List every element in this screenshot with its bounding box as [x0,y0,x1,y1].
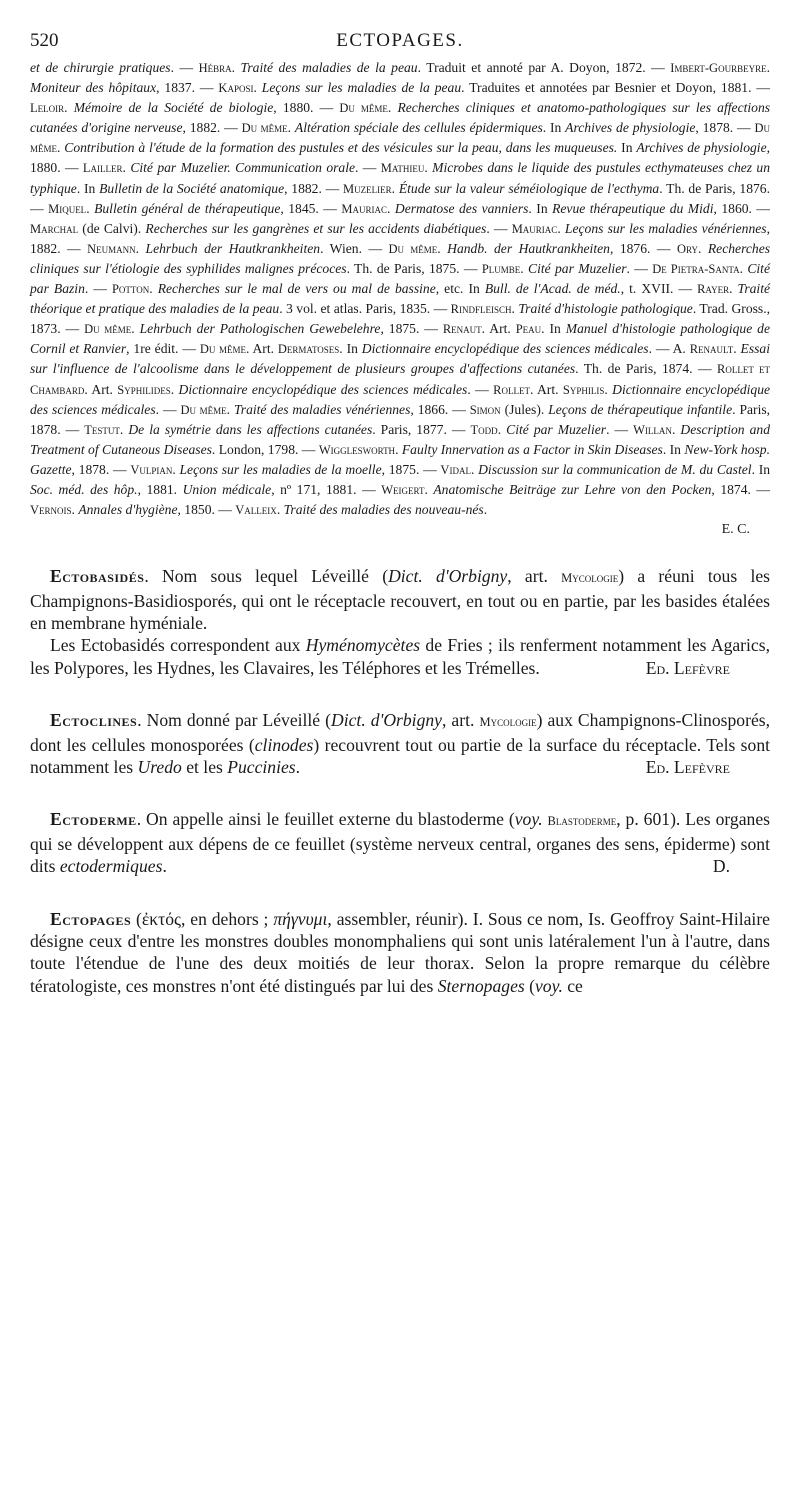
entry-author: Ed. Lefèvre [645,657,730,678]
text-run: In [617,140,637,156]
text-run: de Fries ; ils renferment notamment les Agarics, les Polypores, les Hydnes, les Clavaires, les Téléphores et les Trémelles. [30,635,770,678]
text-run: . In [542,120,566,136]
text-run: , art. [441,710,480,731]
italic-text: Leçons sur les maladies vénériennes [564,220,767,236]
small-caps-name: Mathieu [380,161,425,176]
italic-text: Dict. d'Orbigny [331,710,442,731]
text-run: . [424,481,434,497]
text-run: . Art. [245,341,278,357]
text-run: . [149,281,158,297]
text-run: . [698,240,708,256]
italic-text: Bulletin général de thérapeutique [94,200,281,216]
italic-text: Altération spéciale des cellules épidermiques [294,120,543,136]
text-run: , 1874. — [711,481,771,497]
italic-text: Dictionnaire encyclopédique des sciences médicales [361,341,649,357]
text-run: . [172,461,180,477]
italic-text: πήγνυμι [273,908,328,929]
small-caps-name: Miquel [48,201,87,216]
italic-text: Traité des maladies des nouveau-nés [283,502,484,518]
italic-text: Traité théorique et pratique des maladies de la peau [30,281,771,317]
text-run: . On appelle ainsi le feuillet externe du blastoderme ( [136,809,515,830]
text-run: . Paris, 1877. — [372,421,471,437]
small-caps-name: Leloir [30,101,65,116]
italic-text: Manuel d'histologie pathologique de Cornil et Ranvier [30,321,771,357]
text-run: . [226,401,234,417]
italic-text: De la symétrie dans les affections cutanées [128,421,373,437]
text-run: . — [355,160,381,176]
entry-ectoclines [30,709,770,778]
text-run: . [253,80,262,96]
text-run: . Traduit et annoté par A. Doyon, 1872. — [417,60,671,75]
text-run: , assembler, réunir). I. Sous ce nom, Is. Geoffroy Saint-Hilaire désigne ceux d'entre les monstres doubles monomphaliens qui sont unis latéralement l'un à l'autre, dans toute l'étendue de l'une des deux moitiés de leur thorax. Selon la propre remarque du célèbre tératologiste, ces monstres n'ont été distingués par lui des [30,908,770,996]
small-caps-name: Vidal [440,462,471,477]
text-run: . Art. [84,381,118,397]
text-run: . [131,321,140,337]
small-caps-name: Muzelier [343,181,392,196]
italic-text: Cité par Muzelier [528,260,627,276]
italic-text: Union médicale [182,481,272,497]
italic-text: Dictionnaire encyclopédique des sciences médicales [178,381,468,397]
small-caps-name: Vernois [30,503,72,518]
entry-ectopages [30,908,770,998]
small-caps-name: Simon [469,402,501,417]
entry-paragraph [30,709,770,778]
text-run: . [64,100,74,116]
italic-text: Cité par Bazin [30,260,770,297]
text-run: , 1850. — [177,502,236,518]
italic-text: Archives de physiologie [565,120,696,136]
text-run: ἐκτός [141,908,181,929]
text-run: , en dehors ; [180,908,274,929]
italic-text: Cité par Muzelier. Communication orale [130,160,356,176]
text-run: . [470,461,479,477]
small-caps-name: Imbert-Gourbeyre [670,61,767,75]
italic-text: Bull. de l'Acad. de méd. [484,281,621,297]
italic-text: Archives de physiologie [636,140,767,156]
text-run: . [729,281,738,297]
bibliography-signature: E. C. [721,522,750,538]
text-run: . [71,502,79,518]
text-run: . — [606,421,634,437]
italic-text: ectodermiques [59,856,163,877]
entry-paragraph [30,908,770,998]
text-run: ) a réuni tous les Champignons-Basidiosporés, qui ont le réceptacle recouvert, en tout ou en partie, par les basides étalées en membrane hyméniale. [30,566,770,633]
text-run: . [387,200,395,216]
small-caps-name: Syphilis [562,382,605,397]
text-run: . Wien. — [320,240,389,256]
small-caps-name: Testut [84,422,120,437]
headword: Ectopages [50,908,132,929]
small-caps-name: Hébra [198,61,232,75]
text-run: . [295,757,301,777]
text-run: . [733,341,741,357]
page-header [30,30,770,54]
italic-text: Description and Treatment of Cutaneous Diseases [30,421,770,457]
small-caps-name: Ory [676,241,698,256]
text-run: . — [467,381,494,397]
text-run: . [557,220,565,236]
text-run: . [766,60,770,75]
text-run: , 1837. — [156,80,219,96]
text-run: , t. XVII. — [620,281,698,297]
small-caps-name: Rindfleisch [450,302,512,317]
small-caps-name: Du même [84,322,132,337]
small-caps-name: Du même [241,121,288,136]
italic-text: Recherches cliniques et anatomo-pathologiques sur les affections cutanées d'origine nerveuse [30,100,771,136]
entry-author: Ed. Lefèvre [645,757,730,777]
text-run: , 1re édit. — [126,341,200,357]
small-caps-name: Mycologie [479,715,537,730]
text-run: ( [131,908,142,929]
small-caps-name: Kaposi [218,81,254,96]
text-run: , p. 601). Les organes qui se développent aux dépens de ce feuillet (système nerveux central, organes des sens, épiderme) sont dits [30,809,770,877]
small-caps-name: Du même [199,342,246,357]
small-caps-name: Du même [339,101,388,116]
text-run: . Nom sous lequel Léveillé ( [144,566,389,587]
italic-text: Lehrbuch der Pathologischen Gewebelehre [139,321,381,337]
italic-text: Lehrbuch der Hautkrankheiten [145,240,321,256]
small-caps-name: Mauriac [511,221,558,236]
text-run: , 1881. [137,481,183,497]
text-run: . — [626,260,653,276]
italic-text: Recherches sur les gangrènes et sur les accidents diabétiques [145,220,487,236]
text-run: et les [181,757,228,777]
small-caps-name: Marchal [30,221,79,236]
text-run: . — [155,401,181,417]
text-run: , 1876. — [609,240,677,256]
italic-text: et de chirurgie pratiques [30,60,171,75]
text-run: . In [662,441,685,457]
text-run: , 1845. — [280,200,342,216]
text-run: . — [486,220,512,236]
text-run: , 1875. — [381,461,441,477]
small-caps-name: Syphilides [117,382,171,397]
italic-text: Hyménomycètes [305,635,421,656]
entry-ectobasides [30,565,770,679]
small-caps-name: Renault [689,342,734,357]
page [30,30,770,997]
text-run: . [604,381,613,397]
text-run: ( [524,975,535,996]
text-run: . Art. [481,321,516,337]
small-caps-name: Valleix [235,503,277,518]
small-caps-name: Rayer [697,282,730,297]
text-run: ) aux Champignons-Clinosporés, dont les cellules monosporées ( [30,710,770,755]
italic-text: Dict. d'Orbigny [388,566,508,587]
italic-text: New-York hosp. Gazette [30,441,770,477]
italic-text: Microbes dans le liquide des pustules ecthymateuses chez un typhique [30,160,771,196]
text-run: . Th. de Paris, 1875. — [346,260,482,276]
text-run: Les Ectobasidés correspondent aux [50,635,306,656]
italic-text: Traité des maladies de la peau [240,60,418,75]
italic-text: Leçons sur les maladies de la moelle [179,461,382,477]
text-run: . In [528,200,553,216]
text-run: . [391,180,399,196]
text-run: . Nom donné par Léveillé ( [137,710,332,731]
text-run: , 1882. — [30,220,770,256]
small-caps-name: Lailler [82,161,123,176]
small-caps-name: Du même [180,402,227,417]
text-run: . In [751,461,771,477]
italic-text: Faulty Innervation as a Factor in Skin Diseases [401,441,663,457]
text-run: , etc. In [435,281,485,297]
small-caps-name: Weigert [381,482,425,497]
text-run: , 1878. — [71,461,131,477]
text-run: . [57,140,65,156]
small-caps-name: De Pietra-Santa [652,261,740,276]
small-caps-name: Peau [515,322,542,337]
italic-text: Dermatose des vanniers [394,200,529,216]
text-run: , 1880. — [30,140,771,176]
text-run: , 1882. — [182,120,242,136]
small-caps-name: Vulpian [130,462,173,477]
text-run: ) recouvrent tout ou partie de la surface du réceptacle. Tels sont notamment les [30,734,770,777]
small-caps-name: Neumann [87,241,136,256]
small-caps-name: Rollet et Chambard [30,362,770,397]
text-run: . — A. [648,341,690,357]
entry-paragraph [30,634,770,679]
text-run: . [671,421,681,437]
text-run: . — [170,60,199,75]
text-run: . Th. de Paris, 1876. — [30,180,770,216]
italic-text: Traité des maladies vénériennes [233,401,411,417]
small-caps-name: Mauriac [341,201,387,216]
text-run: . Trad. Gross., 1873. — [30,301,770,337]
text-run: . In [76,180,100,196]
small-caps-name: Willan [633,422,672,437]
text-run: . [119,421,129,437]
text-run: , 1866. — [410,401,470,417]
text-run: . [170,381,179,397]
italic-text: Leçons sur les maladies de la peau [261,80,462,96]
italic-text: Dictionnaire encyclopédique des sciences médicales [30,381,771,417]
text-run: . London, 1798. — [211,441,319,457]
italic-text: voy. [514,809,543,830]
italic-text: Leçons de thérapeutique infantile [548,401,733,417]
text-run: . — [84,281,112,297]
running-title: ECTOPAGES. [336,30,464,51]
small-caps-name: Potton [111,282,150,297]
italic-text: Essai sur l'influence de l'alcoolisme dans le développement de plusieurs groupes d'affections cutanées [30,341,770,377]
italic-text: Anatomische Beiträge zur Lehre von den Pocken [433,481,712,497]
text-run: . [437,240,448,256]
italic-text: Uredo [137,757,182,777]
text-run: , 1860. — [713,200,771,216]
italic-text: Soc. méd. des hôp. [30,481,138,497]
small-caps-name: Wigglesworth [318,442,396,457]
text-run: . [395,441,402,457]
italic-text: Recherches sur le mal de vers ou mal de bassine [157,281,436,297]
text-run: (de Calvi). [78,220,146,236]
small-caps-name: Plumbe [481,261,521,276]
headword: Ectoderme [50,809,137,830]
text-run: . [86,200,95,216]
text-run: . In [339,341,362,357]
text-run: , 1878. — [695,120,755,136]
italic-text: Discussion sur la communication de M. du Castel [478,461,752,477]
small-caps-name: Mycologie [561,571,619,586]
text-run: . Art. [529,381,563,397]
italic-text: Contribution à l'étude de la formation des pustules et des vésicules sur la peau, dans les muqueuses. [64,140,618,156]
entry-paragraph [30,565,770,634]
text-run: . [387,100,398,116]
italic-text: Traité d'histologie pathologique [518,301,693,317]
headword: Ectoclines [50,710,138,731]
italic-text: Mémoire de la Société de biologie [73,100,274,116]
italic-text: Annales d'hygiène [78,502,178,518]
italic-text: Recherches cliniques sur l'étiologie des syphilides malignes précoces [30,240,771,276]
text-run: . Traduites et annotées par Besnier et Doyon, 1881. — [461,80,770,96]
text-run: . [135,240,146,256]
text-run: (Jules). [500,401,549,417]
text-run: . In [541,321,566,337]
text-run: . [483,502,488,518]
small-caps-name: Rollet [493,382,530,397]
small-caps-name: Du même [388,241,438,256]
bibliography-block [30,58,770,520]
text-run: . Th. de Paris, 1874. — [575,361,717,377]
small-caps-name: Todd [470,422,498,437]
italic-text: Bulletin de la Société anatomique [99,180,285,196]
text-run: . [287,120,295,136]
italic-text: Étude sur la valeur séméiologique de l'ecthyma [398,180,660,196]
text-run: , 1880. — [273,100,340,116]
text-run: . Paris, 1878. — [30,401,771,437]
text-run: . [122,160,131,176]
text-run: , 1882. — [284,180,344,196]
small-caps-name: Du même [30,121,770,156]
text-run: . [276,502,284,518]
text-run: , 1875. — [380,321,443,337]
italic-text: Moniteur des hôpitaux [30,80,157,96]
italic-text: Handb. der Hautkrankheiten [447,240,610,256]
text-run: , nº 171, 1881. — [271,481,382,497]
text-run: ce [562,975,583,996]
text-run: . [424,160,433,176]
italic-text: Puccinies [227,757,296,777]
page-number: 520 [30,30,59,51]
italic-text: voy. [535,975,563,996]
text-run: . [497,421,507,437]
headword: Ectobasidés [50,566,145,587]
text-run: , art. [507,566,562,587]
text-run: . [520,260,528,276]
italic-text: Sternopages [437,975,525,996]
italic-text: clinodes [254,734,314,755]
text-run: . 3 vol. et atlas. Paris, 1835. — [279,301,451,317]
italic-text: Revue thérapeutique du Midi [552,200,714,216]
entry-ectoderme [30,808,770,877]
entry-author: D. [712,856,730,877]
italic-text: Cité par Muzelier [506,421,607,437]
text-run: . [739,260,748,276]
small-caps-name: Dermatoses [277,342,340,357]
text-run: . [162,856,167,877]
entry-paragraph [30,808,770,877]
text-run: . [231,60,241,75]
text-run: . [511,301,519,317]
small-caps-name: Blastoderme [547,814,617,829]
small-caps-name: Renaut [442,322,482,337]
